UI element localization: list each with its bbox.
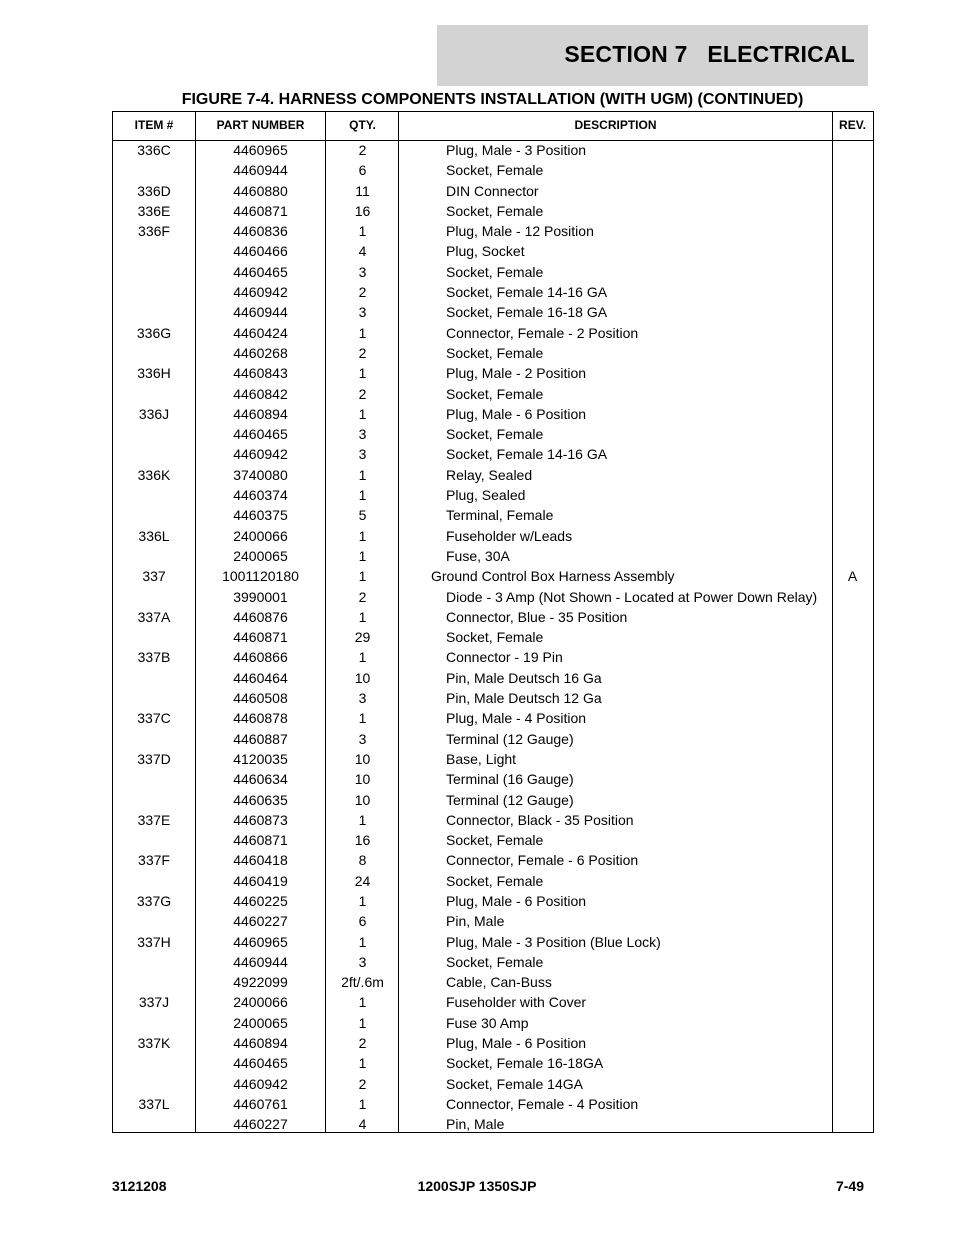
quantity: 1 — [358, 324, 367, 341]
part-number: 4922099 — [233, 974, 288, 991]
part-number: 4460418 — [233, 852, 288, 869]
description: Fuse, 30A — [446, 547, 510, 564]
description: Socket, Female — [446, 953, 544, 970]
table-row — [113, 587, 873, 607]
part-number: 4460894 — [233, 1035, 288, 1052]
part-number: 4460374 — [233, 487, 288, 504]
description: Terminal (12 Gauge) — [446, 791, 574, 808]
description: Socket, Female 14-16 GA — [446, 446, 608, 463]
table-row — [113, 262, 873, 282]
table-row — [113, 201, 873, 221]
part-number: 4460880 — [233, 182, 288, 199]
part-number: 3740080 — [233, 466, 288, 483]
quantity: 1 — [358, 608, 367, 625]
quantity: 10 — [354, 669, 371, 686]
quantity: 1 — [358, 1014, 367, 1031]
header-item: ITEM # — [134, 118, 174, 132]
table-row — [113, 181, 873, 201]
quantity: 2 — [358, 344, 367, 361]
table-row — [113, 749, 873, 769]
table-row — [113, 850, 873, 870]
header-rev: REV. — [839, 118, 866, 132]
figure-title: FIGURE 7-4. HARNESS COMPONENTS INSTALLATION (WITH UGM) (CONTINUED) — [181, 91, 804, 108]
part-number: 4460894 — [233, 405, 288, 422]
quantity: 1 — [358, 933, 367, 950]
quantity: 1 — [358, 365, 367, 382]
part-number: 4460871 — [233, 629, 288, 646]
part-number: 4120035 — [233, 750, 288, 767]
quantity: 2 — [358, 588, 367, 605]
description: Pin, Male — [446, 1116, 505, 1133]
description: Socket, Female 14GA — [446, 1075, 583, 1092]
table-row — [113, 221, 873, 241]
quantity: 24 — [354, 872, 371, 889]
description: Socket, Female — [446, 385, 544, 402]
part-number: 4460464 — [233, 669, 288, 686]
description: Plug, Male - 2 Position — [446, 365, 587, 382]
part-number: 2400066 — [233, 994, 288, 1011]
table-row — [113, 302, 873, 322]
quantity: 3 — [358, 446, 367, 463]
quantity: 3 — [358, 690, 367, 707]
description: Plug, Sealed — [446, 487, 526, 504]
table-row — [113, 1033, 873, 1053]
item-number: 337D — [137, 750, 171, 767]
part-number: 4460508 — [233, 690, 288, 707]
description: Connector, Female - 4 Position — [446, 1095, 639, 1112]
item-number: 336C — [137, 142, 171, 158]
quantity: 1 — [358, 710, 367, 727]
quantity: 3 — [358, 953, 367, 970]
table-row — [113, 160, 873, 180]
part-number: 4460635 — [233, 791, 288, 808]
quantity: 2 — [358, 1035, 367, 1052]
part-number: 4460227 — [233, 1116, 288, 1133]
quantity: 10 — [354, 791, 371, 808]
quantity: 10 — [354, 771, 371, 788]
part-number: 4460866 — [233, 649, 288, 666]
quantity: 1 — [358, 1055, 367, 1072]
part-number: 4460944 — [233, 953, 288, 970]
item-number: 337G — [136, 892, 172, 909]
description: Terminal (12 Gauge) — [446, 730, 574, 747]
item-number: 336G — [136, 324, 172, 341]
table-row — [113, 607, 873, 627]
part-number: 2400065 — [233, 1014, 288, 1031]
item-number: 336E — [137, 202, 171, 219]
description: Socket, Female — [446, 162, 544, 179]
table-row — [113, 668, 873, 688]
part-number: 4460944 — [233, 304, 288, 321]
part-number: 4460836 — [233, 223, 288, 240]
part-number: 4460843 — [233, 365, 288, 382]
description: Plug, Male - 3 Position (Blue Lock) — [446, 933, 661, 950]
description: Socket, Female — [446, 263, 544, 280]
part-number: 2400066 — [233, 527, 288, 544]
table-row — [113, 1074, 873, 1094]
description: Connector, Female - 6 Position — [446, 852, 639, 869]
table-row — [113, 830, 873, 850]
part-number: 3990001 — [233, 588, 288, 605]
table-row — [113, 404, 873, 424]
description: Pin, Male Deutsch 12 Ga — [446, 690, 602, 707]
quantity: 6 — [358, 162, 367, 179]
part-number: 4460965 — [233, 933, 288, 950]
description: Terminal (16 Gauge) — [446, 771, 574, 788]
quantity: 2 — [358, 385, 367, 402]
model-name: 1200SJP 1350SJP — [417, 1178, 537, 1194]
table-row — [113, 343, 873, 363]
part-number: 4460424 — [233, 324, 288, 341]
quantity: 1 — [358, 487, 367, 504]
item-number: 336J — [138, 405, 170, 422]
description: DIN Connector — [446, 182, 539, 199]
quantity: 4 — [358, 1116, 367, 1133]
description: Connector, Black - 35 Position — [446, 811, 634, 828]
quantity: 1 — [358, 1095, 367, 1112]
description: Fuseholder with Cover — [446, 994, 587, 1011]
table-row — [113, 729, 873, 749]
description: Diode - 3 Amp (Not Shown - Located at Power Down Relay) — [446, 588, 818, 605]
quantity: 1 — [358, 466, 367, 483]
quantity: 1 — [358, 568, 367, 585]
item-number: 337F — [138, 852, 170, 869]
quantity: 3 — [358, 263, 367, 280]
table-row — [113, 992, 873, 1012]
part-number: 4460842 — [233, 385, 288, 402]
description: Socket, Female — [446, 344, 544, 361]
quantity: 4 — [358, 243, 367, 260]
quantity: 1 — [358, 994, 367, 1011]
quantity: 1 — [358, 547, 367, 564]
description: Plug, Male - 6 Position — [446, 405, 587, 422]
table-row — [113, 952, 873, 972]
description: Plug, Male - 6 Position — [446, 1035, 587, 1052]
table-row — [113, 647, 873, 667]
description: Connector, Female - 2 Position — [446, 324, 639, 341]
doc-number: 3121208 — [112, 1178, 167, 1194]
part-number: 4460942 — [233, 284, 288, 301]
quantity: 3 — [358, 426, 367, 443]
item-number: 337H — [137, 933, 171, 950]
header-qty: QTY. — [349, 118, 376, 132]
item-number: 336L — [138, 527, 170, 544]
quantity: 1 — [358, 405, 367, 422]
item-number: 337B — [137, 649, 171, 666]
description: Plug, Male - 12 Position — [446, 223, 594, 240]
table-row — [113, 546, 873, 566]
quantity: 11 — [355, 182, 370, 199]
part-number: 4460876 — [233, 608, 288, 625]
part-number: 4460225 — [233, 892, 288, 909]
quantity: 29 — [354, 629, 371, 646]
header-part-number: PART NUMBER — [216, 118, 305, 132]
revision: A — [847, 568, 858, 585]
table-row — [113, 424, 873, 444]
description: Pin, Male Deutsch 16 Ga — [446, 669, 602, 686]
table-row — [113, 505, 873, 525]
table-row — [113, 241, 873, 261]
description: Plug, Socket — [446, 243, 525, 260]
description: Socket, Female — [446, 202, 544, 219]
quantity: 1 — [358, 527, 367, 544]
table-row — [113, 465, 873, 485]
part-number: 4460375 — [233, 507, 288, 524]
part-number: 4460268 — [233, 344, 288, 361]
quantity: 2ft/.6m — [341, 974, 384, 991]
item-number: 337C — [137, 710, 171, 727]
table-row — [113, 363, 873, 383]
part-number: 4460965 — [233, 142, 288, 158]
part-number: 4460227 — [233, 913, 288, 930]
table-row — [113, 708, 873, 728]
description: Ground Control Box Harness Assembly — [431, 568, 675, 585]
item-number: 337E — [137, 811, 171, 828]
parts-table — [112, 111, 874, 1133]
table-row — [113, 1013, 873, 1033]
part-number: 4460761 — [233, 1095, 288, 1112]
table-row — [113, 891, 873, 911]
description: Relay, Sealed — [446, 466, 533, 483]
quantity: 5 — [358, 507, 367, 524]
part-number: 4460465 — [233, 263, 288, 280]
table-header — [113, 112, 873, 141]
part-number: 4460942 — [233, 446, 288, 463]
quantity: 1 — [358, 223, 367, 240]
description: Connector, Blue - 35 Position — [446, 608, 628, 625]
part-number: 4460944 — [233, 162, 288, 179]
quantity: 16 — [354, 832, 371, 849]
description: Socket, Female 14-16 GA — [446, 284, 608, 301]
part-number: 4460466 — [233, 243, 288, 260]
item-number: 336F — [138, 223, 170, 240]
section-banner — [437, 25, 868, 86]
description: Socket, Female — [446, 872, 544, 889]
description: Socket, Female 16-18 GA — [446, 304, 608, 321]
quantity: 2 — [358, 142, 367, 158]
description: Plug, Male - 6 Position — [446, 892, 587, 909]
part-number: 4460465 — [233, 426, 288, 443]
part-number: 1001120180 — [222, 568, 299, 585]
description: Plug, Male - 3 Position — [446, 142, 587, 158]
item-number: 337A — [137, 608, 171, 625]
quantity: 3 — [358, 730, 367, 747]
description: Cable, Can-Buss — [446, 974, 552, 991]
quantity: 1 — [358, 811, 367, 828]
table-row — [113, 566, 873, 586]
description: Pin, Male — [446, 913, 505, 930]
description: Socket, Female — [446, 629, 544, 646]
table-row — [113, 810, 873, 830]
item-number: 337L — [138, 1095, 170, 1112]
part-number: 4460873 — [233, 811, 288, 828]
table-row — [113, 384, 873, 404]
part-number: 4460419 — [233, 872, 288, 889]
quantity: 10 — [354, 750, 371, 767]
item-number: 336K — [137, 466, 171, 483]
quantity: 16 — [354, 202, 371, 219]
item-number: 336D — [137, 182, 171, 199]
description: Socket, Female — [446, 426, 544, 443]
description: Fuseholder w/Leads — [446, 527, 573, 544]
description: Base, Light — [446, 750, 517, 767]
quantity: 8 — [358, 852, 367, 869]
table-row — [113, 1114, 873, 1134]
table-row — [113, 140, 873, 160]
section-title: SECTION 7 ELECTRICAL — [564, 41, 855, 67]
item-number: 336H — [137, 365, 171, 382]
part-number: 4460871 — [233, 202, 288, 219]
table-row — [113, 526, 873, 546]
part-number: 4460942 — [233, 1075, 288, 1092]
table-row — [113, 282, 873, 302]
part-number: 4460634 — [233, 771, 288, 788]
table-row — [113, 485, 873, 505]
description: Fuse 30 Amp — [446, 1014, 529, 1031]
part-number: 2400065 — [233, 547, 288, 564]
table-row — [113, 769, 873, 789]
description: Terminal, Female — [446, 507, 554, 524]
item-number: 337 — [142, 568, 166, 585]
header-description: DESCRIPTION — [574, 118, 657, 132]
quantity: 1 — [358, 649, 367, 666]
description: Connector - 19 Pin — [446, 649, 563, 666]
table-row — [113, 1053, 873, 1073]
table-row — [113, 790, 873, 810]
table-body — [113, 140, 873, 1135]
table-row — [113, 871, 873, 891]
quantity: 3 — [358, 304, 367, 321]
quantity: 2 — [358, 284, 367, 301]
table-row — [113, 627, 873, 647]
quantity: 1 — [358, 892, 367, 909]
part-number: 4460878 — [233, 710, 288, 727]
table-row — [113, 972, 873, 992]
part-number: 4460871 — [233, 832, 288, 849]
part-number: 4460465 — [233, 1055, 288, 1072]
description: Socket, Female — [446, 832, 544, 849]
description: Socket, Female 16-18GA — [446, 1055, 604, 1072]
table-row — [113, 323, 873, 343]
page-number: 7-49 — [835, 1178, 864, 1194]
quantity: 2 — [358, 1075, 367, 1092]
table-row — [113, 911, 873, 931]
part-number: 4460887 — [233, 730, 288, 747]
table-row — [113, 1094, 873, 1114]
table-row — [113, 688, 873, 708]
table-row — [113, 444, 873, 464]
quantity: 6 — [358, 913, 367, 930]
item-number: 337K — [137, 1035, 171, 1052]
item-number: 337J — [138, 994, 170, 1011]
description: Plug, Male - 4 Position — [446, 710, 587, 727]
table-row — [113, 932, 873, 952]
